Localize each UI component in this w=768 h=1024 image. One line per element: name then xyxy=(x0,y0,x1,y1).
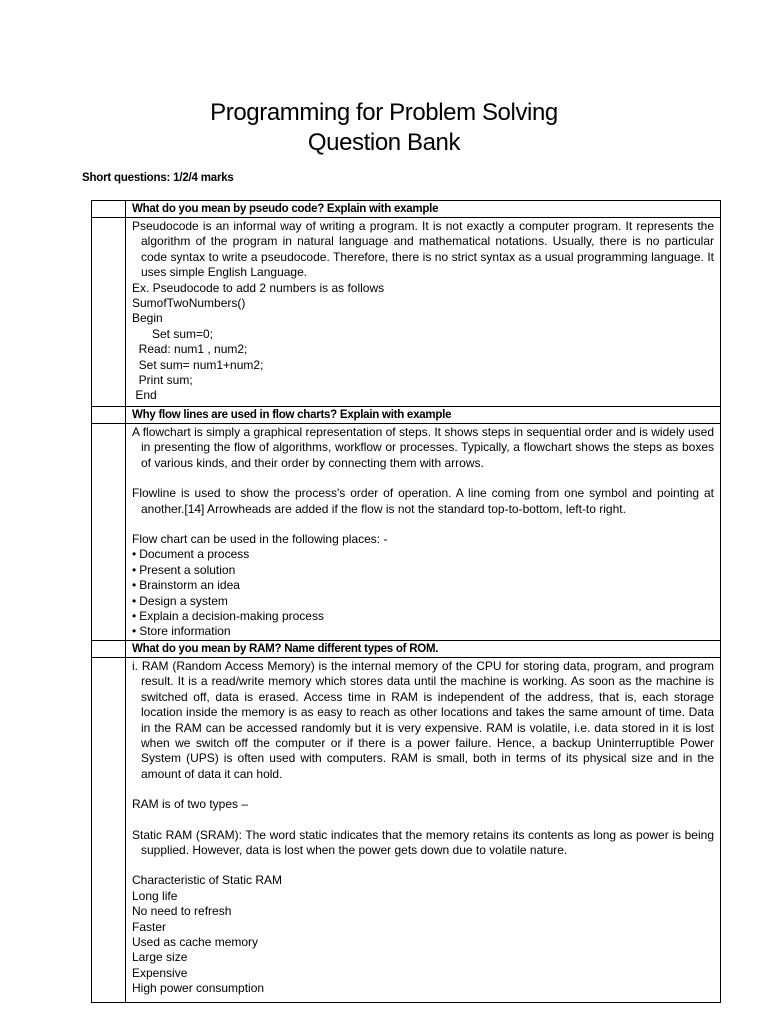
paragraph-gap xyxy=(132,782,714,797)
number-cell xyxy=(92,218,126,407)
question-text: Why flow lines are used in flow charts? Explain with example xyxy=(126,407,721,424)
question-text: What do you mean by pseudo code? Explain with example xyxy=(126,201,721,218)
answer-row xyxy=(92,218,721,407)
paragraph-gap xyxy=(132,813,714,828)
code-line: Ex. Pseudocode to add 2 numbers is as follows xyxy=(132,280,385,295)
bullet-item: • Document a process xyxy=(132,547,714,562)
paragraph-gap xyxy=(132,858,714,873)
number-cell xyxy=(92,640,126,657)
number-cell xyxy=(92,407,126,424)
bullet-item: • Brainstorm an idea xyxy=(132,578,714,593)
code-line: SumofTwoNumbers() xyxy=(132,296,246,311)
document-subtitle: Question Bank xyxy=(307,129,461,156)
bullet-item: • Store information xyxy=(132,624,714,639)
question-text: What do you mean by RAM? Name different types of ROM. xyxy=(126,640,721,657)
list-item: Expensive xyxy=(132,965,188,980)
answer-paragraph: i. RAM (Random Access Memory) is the internal memory of the CPU for storing data, program, and program result. It is a read/write memory which stores data until the machine is working. As soon as the machine is switched off, data is erased. Access time in RAM is independent of the address, that is, each storage location inside the memory is as easy to reach as other locations and takes the same amount of time. Data in the RAM can be accessed randomly but it is very expensive. RAM is volatile, i.e. data stored in it is lost when we switch off the computer or if there is a power failure. Hence, a backup Uninterruptible Power System (UPS) is often used with computers. RAM is small, both in terms of its physical size and in the amount of data it can hold. xyxy=(132,658,714,781)
number-cell xyxy=(92,201,126,218)
answer-cell xyxy=(126,657,721,1002)
answer-paragraph: Flow chart can be used in the following places: - xyxy=(132,532,388,547)
answer-paragraph: A flowchart is simply a graphical representation of steps. It shows steps in sequential order and is widely used in presenting the flow of algorithms, workflow or processes. Typically, a flowchart shows the steps as boxes of various kinds, and their order by connecting them with arrows. xyxy=(132,425,714,470)
question-row xyxy=(92,201,721,218)
answer-row xyxy=(92,424,721,641)
bullet-item: • Explain a decision-making process xyxy=(132,609,714,624)
code-line: Set sum=0; xyxy=(132,326,214,341)
question-table xyxy=(91,200,721,1003)
code-line: Read: num1 , num2; xyxy=(132,342,248,357)
number-cell xyxy=(92,657,126,1002)
bullet-item: • Design a system xyxy=(132,594,714,609)
answer-cell xyxy=(126,218,721,407)
question-row xyxy=(92,640,721,657)
list-item: Used as cache memory xyxy=(132,934,259,949)
section-heading: Short questions: 1/2/4 marks xyxy=(82,172,234,184)
paragraph-gap xyxy=(132,471,714,486)
document-title: Programming for Problem Solving xyxy=(210,99,558,126)
list-item: Long life xyxy=(132,888,178,903)
bullet-item: • Present a solution xyxy=(132,563,714,578)
question-row xyxy=(92,407,721,424)
list-heading: Characteristic of Static RAM xyxy=(132,873,283,888)
answer-paragraph: Pseudocode is an informal way of writing a program. It is not exactly a computer program. It represents the algorithm of the program in natural language and mathematical notations. Usually, there is no particular code syntax to write a pseudocode. Therefore, there is no strict syntax as a usual programming language. It uses simple English Language. xyxy=(132,219,714,280)
list-item: High power consumption xyxy=(132,981,265,996)
list-item: No need to refresh xyxy=(132,904,232,919)
code-line: Print sum; xyxy=(132,373,193,388)
answer-paragraph: RAM is of two types – xyxy=(132,797,249,812)
answer-cell xyxy=(126,424,721,641)
code-line: Begin xyxy=(132,311,163,326)
answer-paragraph: Static RAM (SRAM): The word static indicates that the memory retains its contents as long as power is being supplied. However, data is lost when the power gets down due to volatile nature. xyxy=(132,827,714,857)
answer-row xyxy=(92,657,721,1002)
list-item: Large size xyxy=(132,950,188,965)
list-item: Faster xyxy=(132,919,167,934)
answer-paragraph: Flowline is used to show the process's order of operation. A line coming from one symbol and pointing at another.[14] Arrowheads are added if the flow is not the standard top-to-bottom, left-to right. xyxy=(132,486,714,516)
code-line: End xyxy=(132,388,157,403)
paragraph-gap xyxy=(132,517,714,532)
code-line: Set sum= num1+num2; xyxy=(132,357,264,372)
number-cell xyxy=(92,424,126,641)
